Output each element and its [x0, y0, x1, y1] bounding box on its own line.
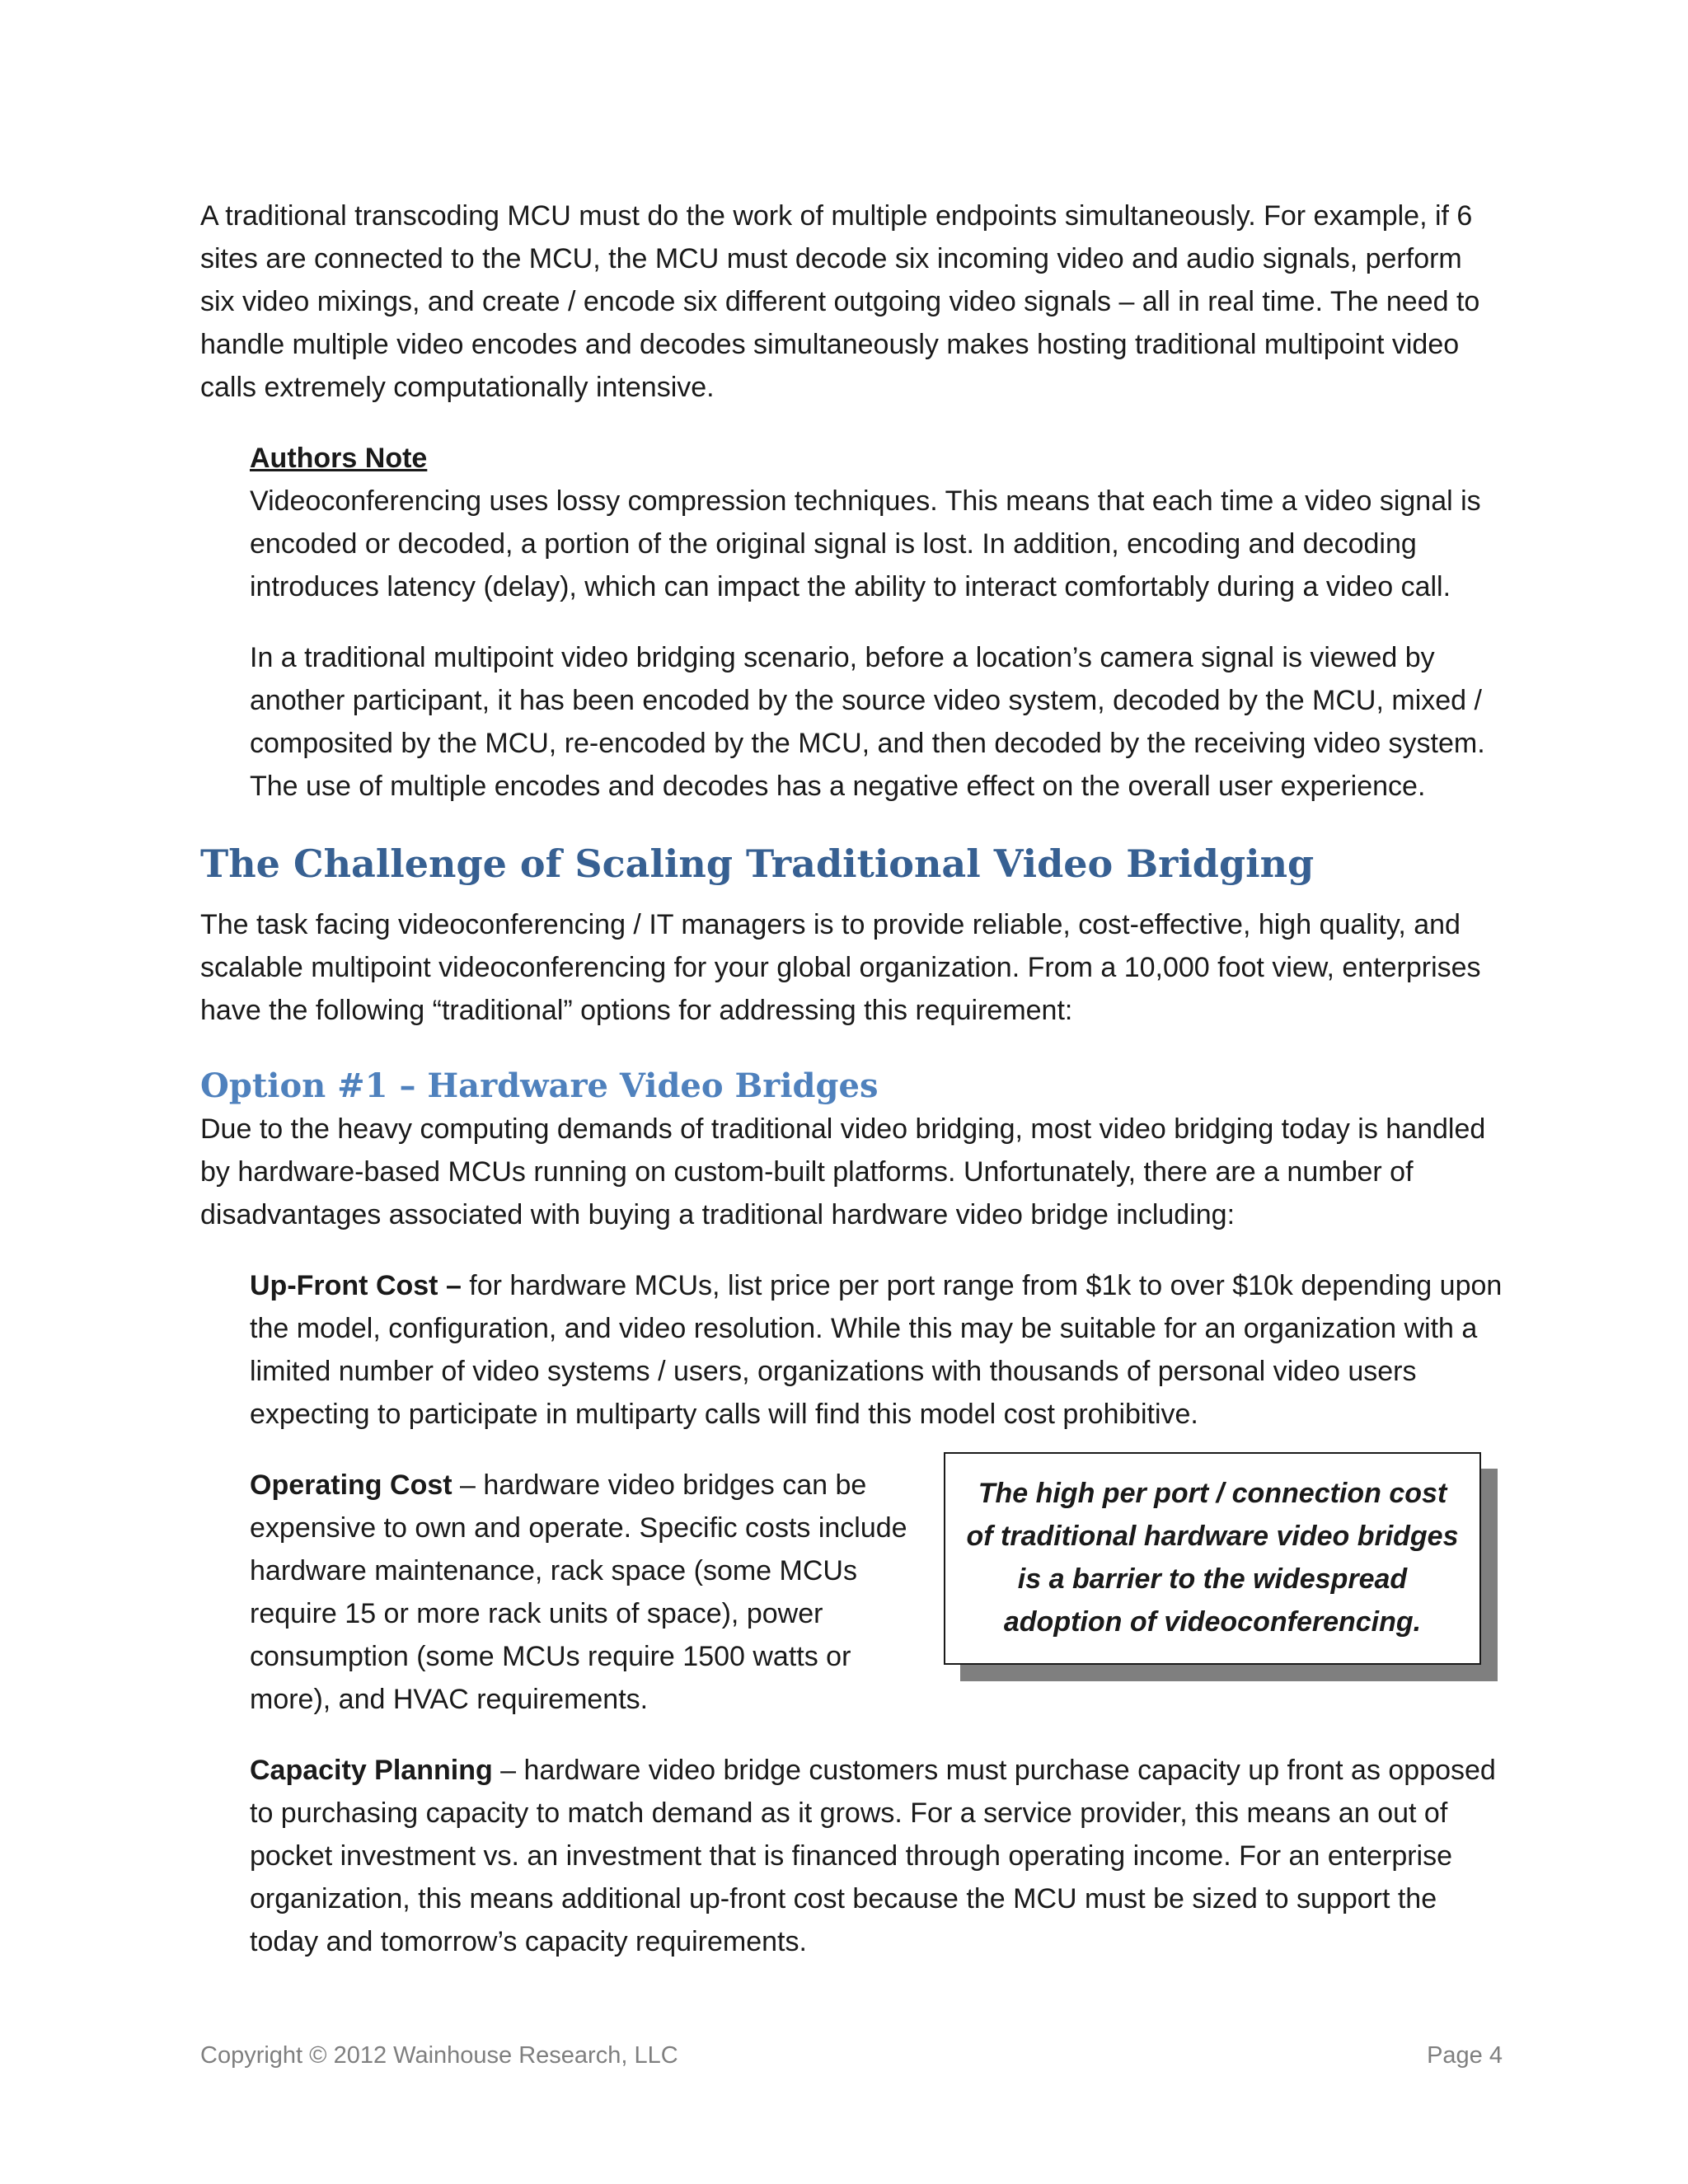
footer-copyright: Copyright © 2012 Wainhouse Research, LLC — [200, 2042, 678, 2069]
authors-note-paragraph-1: Videoconferencing uses lossy compression techniques. This means that each time a video signal is encoded or decoded, a portion of the original signal is lost. In addition, encoding and decoding introduces latency (delay), which can impact the ability to interact comfortably during a video call. — [250, 485, 1481, 602]
operating-cost-text: – hardware video bridges can be expensive to own and operate. Specific costs include hardware maintenance, rack space (some MCUs require 15 or more rack units of space), power consumption (some MCUs require 1500 watts or more), and HVAC requirements. — [250, 1469, 907, 1715]
authors-note-title: Authors Note — [250, 443, 428, 474]
operating-cost-term: Operating Cost — [250, 1469, 452, 1501]
page-footer — [200, 2042, 1503, 2069]
authors-note-paragraph-2: In a traditional multipoint video bridging scenario, before a location’s camera signal is viewed by another participant, it has been encoded by the source video system, decoded by the MCU, mixed / composited by the MCU, re-encoded by the MCU, and then decoded by the receiving video system. The use of multiple encodes and decodes has a negative effect on the overall user experience. — [250, 642, 1485, 802]
section-paragraph: The task facing videoconferencing / IT managers is to provide reliable, cost-effective, high quality, and scalable multipoint videoconferencing for your global organization. From a 10,000 foot view, enterprises have the following “traditional” options for addressing this requirement: — [200, 909, 1481, 1026]
option1-heading: Option #1 – Hardware Video Bridges — [200, 1066, 879, 1105]
document-page — [200, 194, 1503, 1963]
capacity-planning-text: – hardware video bridge customers must purchase capacity up front as opposed to purchasing capacity to match demand as it grows. For a service provider, this means an out of pocket investment vs. an investment that is financed through operating income. For an enterprise organization, this means additional up-front cost because the MCU must be sized to support the today and tomorrow’s capacity requirements. — [250, 1755, 1496, 1957]
capacity-planning-item — [250, 1749, 1503, 1963]
disadvantages-list — [250, 1264, 1503, 1963]
callout-box — [944, 1452, 1481, 1665]
operating-cost-row — [250, 1464, 1503, 1721]
upfront-cost-term: Up-Front Cost – — [250, 1270, 462, 1301]
upfront-cost-text: for hardware MCUs, list price per port range from $1k to over $10k depending upon the model, configuration, and video resolution. While this may be suitable for an organization with a limited number of video systems / users, organizations with thousands of personal video users expecting to participate in multiparty calls will find this model cost prohibitive. — [250, 1270, 1503, 1430]
callout-text: The high per port / connection cost of traditional hardware video bridges is a barrier to the widespread adoption of videoconferencing. — [944, 1452, 1481, 1665]
option1-paragraph: Due to the heavy computing demands of traditional video bridging, most video bridging today is handled by hardware-based MCUs running on custom-built platforms. Unfortunately, there are a number of disadvantages associated with buying a traditional hardware video bridge including: — [200, 1113, 1486, 1230]
intro-paragraph: A traditional transcoding MCU must do the work of multiple endpoints simultaneously. For example, if 6 sites are connected to the MCU, the MCU must decode six incoming video and audio signals, perform six video mixings, and create / encode six different outgoing video signals – all in real time. The need to handle multiple video encodes and decodes simultaneously makes hosting traditional multipoint video calls extremely computationally intensive. — [200, 200, 1480, 403]
upfront-cost-item — [250, 1264, 1503, 1436]
operating-cost-item — [250, 1464, 909, 1721]
capacity-planning-term: Capacity Planning — [250, 1755, 493, 1786]
authors-note — [250, 437, 1503, 808]
footer-page-number: Page 4 — [1427, 2042, 1503, 2069]
section-heading: The Challenge of Scaling Traditional Video Bridging — [200, 841, 1315, 886]
